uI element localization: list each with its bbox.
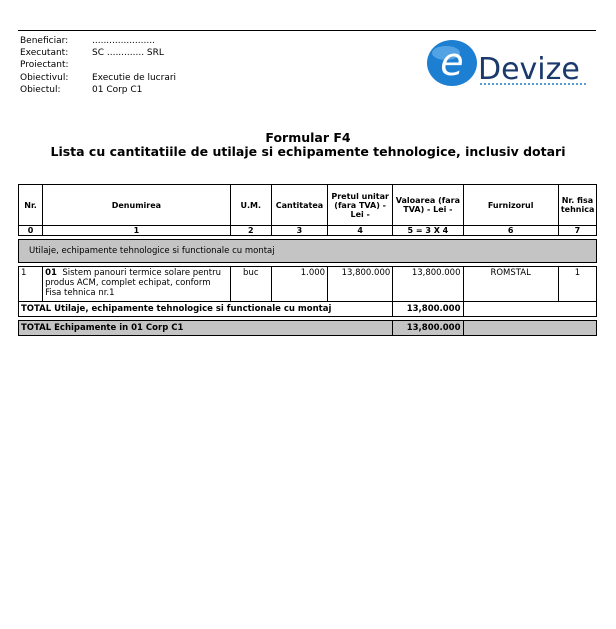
header-fisa-tehnica: Nr. fisa tehnica: [558, 185, 596, 226]
table-row: [19, 267, 597, 302]
index-cell: 0: [19, 226, 43, 236]
executant-label: Executant:: [20, 48, 69, 59]
item-cantitate: 1.000: [271, 267, 327, 302]
item-nr: 1: [19, 267, 43, 302]
item-um: buc: [230, 267, 271, 302]
equipment-table: [18, 184, 597, 336]
executant-value: SC ............. SRL: [92, 48, 164, 59]
obiectul-label: Obiectul:: [20, 84, 61, 95]
index-cell: 5 = 3 X 4: [393, 226, 463, 236]
item-furnizor: ROMSTAL: [463, 267, 558, 302]
section-total-row: [19, 302, 597, 317]
header-pret-unitar: Pretul unitar (fara TVA) - Lei -: [328, 185, 393, 226]
proiectant-label: Proiectant:: [20, 60, 69, 71]
item-code: 01: [45, 268, 57, 278]
document-info: [20, 35, 176, 96]
obiectivul-label: Obiectivul:: [20, 72, 69, 83]
edevize-logo: [426, 38, 594, 90]
obiectul-value: 01 Corp C1: [92, 84, 143, 95]
form-subtitle: Lista cu cantitatiile de utilaje si echipamente tehnologice, inclusiv dotari: [50, 144, 566, 159]
form-title: Formular F4: [265, 130, 351, 145]
index-cell: 6: [463, 226, 558, 236]
grand-total-empty: [463, 321, 597, 336]
logo-letter: e: [440, 40, 464, 84]
grand-total-value: 13,800.000: [393, 321, 463, 336]
header-nr: Nr.: [19, 185, 43, 226]
proiectant-row: [20, 59, 176, 71]
beneficiar-label: Beneficiar:: [20, 36, 69, 46]
index-row: [19, 226, 597, 236]
beneficiar-value: ......................: [92, 36, 155, 46]
section-row: [19, 240, 597, 263]
top-rule: [18, 30, 596, 31]
index-cell: 1: [43, 226, 231, 236]
header-valoarea: Valoarea (fara TVA) - Lei -: [393, 185, 463, 226]
header-cantitatea: Cantitatea: [271, 185, 327, 226]
item-denumire-cell: [43, 267, 231, 302]
header-denumirea: Denumirea: [43, 185, 231, 226]
executant-row: [20, 47, 176, 59]
index-cell: 7: [558, 226, 596, 236]
index-cell: 4: [328, 226, 393, 236]
logo-text: Devize: [478, 52, 580, 87]
grand-total-label: TOTAL Echipamente in 01 Corp C1: [19, 321, 393, 336]
obiectivul-value: Executie de lucrari: [92, 72, 177, 83]
index-cell: 2: [230, 226, 271, 236]
item-valoare: 13,800.000: [393, 267, 463, 302]
section-title: Utilaje, echipamente tehnologice si functionale cu montaj: [19, 240, 597, 263]
table-header-row: [19, 185, 597, 226]
item-denumire: Sistem panouri termice solare pentru produs ACM, complet echipat, conform Fisa tehnica nr.1: [45, 268, 222, 298]
index-cell: 3: [271, 226, 327, 236]
obiectivul-row: [20, 72, 176, 84]
header-furnizorul: Furnizorul: [463, 185, 558, 226]
section-total-label: TOTAL Utilaje, echipamente tehnologice si functionale cu montaj: [19, 302, 393, 317]
item-pret: 13,800.000: [328, 267, 393, 302]
header-um: U.M.: [230, 185, 271, 226]
section-total-value: 13,800.000: [393, 302, 463, 317]
beneficiar-row: [20, 35, 176, 47]
obiectul-row: [20, 84, 176, 96]
section-total-empty: [463, 302, 597, 317]
grand-total-row: [19, 321, 597, 336]
item-fisa: 1: [558, 267, 596, 302]
